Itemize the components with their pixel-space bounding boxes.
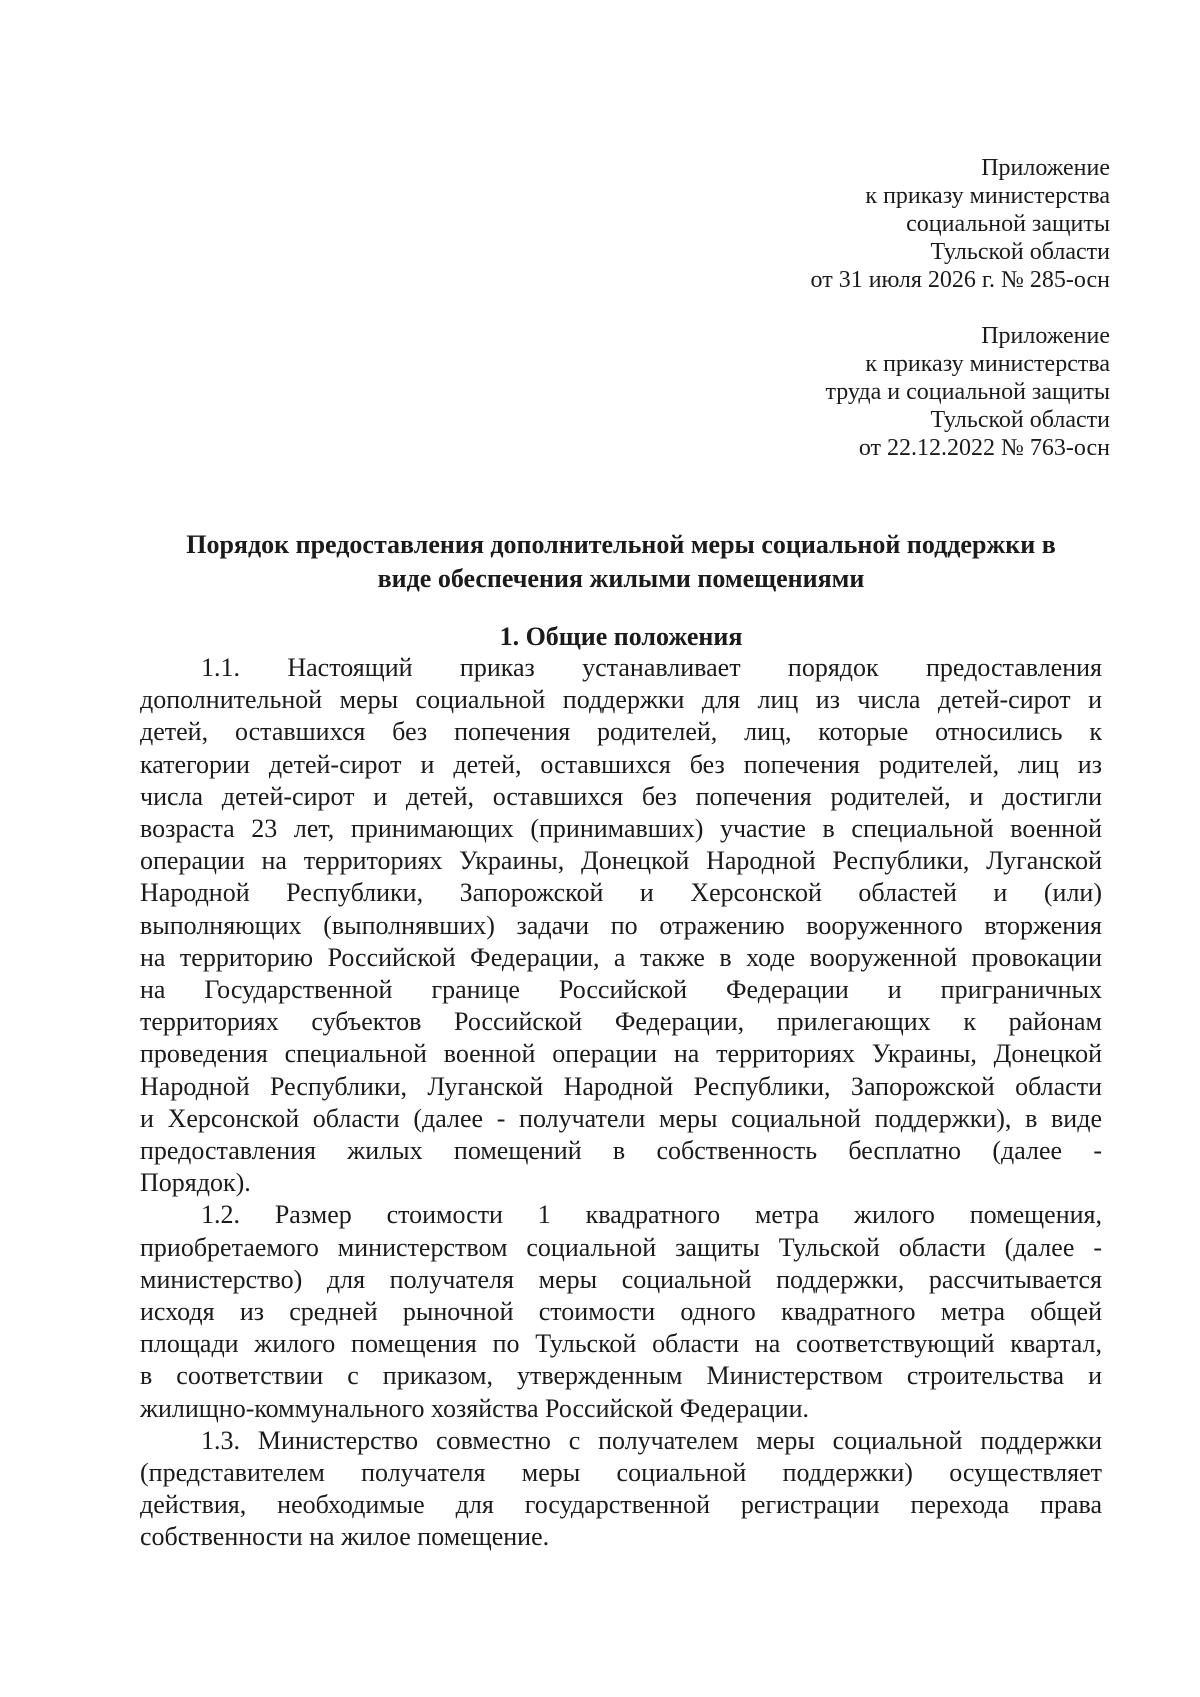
paragraph-line: территориях субъектов Российской Федерации, прилегающих к районам xyxy=(140,1007,1102,1037)
paragraph-line: детей, оставшихся без попечения родителей, лиц, которые относились к xyxy=(140,717,1102,747)
document-title-line: виде обеспечения жилыми помещениями xyxy=(377,564,865,593)
paragraph-line: и Херсонской области (далее - получатели меры социальной поддержки), в виде xyxy=(140,1103,1102,1133)
paragraph-line: Народной Республики, Запорожской и Херсонской областей и (или) xyxy=(140,878,1102,908)
appendix-block-current xyxy=(811,154,1110,294)
paragraph-line: 1.1. Настоящий приказ устанавливает порядок предоставления xyxy=(201,653,1102,682)
paragraph-line: площади жилого помещения по Тульской области на соответствующий квартал, xyxy=(140,1329,1102,1359)
document-title xyxy=(140,528,1102,596)
paragraph-line: предоставления жилых помещений в собственность бесплатно (далее - xyxy=(140,1136,1102,1166)
appendix-date-line: от 31 июля 2026 г. № 285-осн xyxy=(810,267,1110,293)
paragraph-1-2 xyxy=(140,1199,1102,1424)
appendix-line: к приказу министерства xyxy=(865,351,1110,377)
paragraph-line: дополнительной меры социальной поддержки для лиц из числа детей-сирот и xyxy=(140,685,1102,715)
paragraph-line: приобретаемого министерством социальной защиты Тульской области (далее - xyxy=(140,1232,1102,1262)
paragraph-line: (представителем получателя меры социальной поддержки) осуществляет xyxy=(140,1458,1102,1488)
paragraph-line: категории детей-сирот и детей, оставшихся без попечения родителей, лиц из xyxy=(140,749,1102,779)
section-heading: 1. Общие положения xyxy=(499,622,743,651)
appendix-line: Тульской области xyxy=(930,407,1110,433)
paragraph-line: выполняющих (выполнявших) задачи по отражению вооруженного вторжения xyxy=(140,910,1102,940)
paragraph-1-1 xyxy=(140,652,1102,1199)
paragraph-line: министерство) для получателя меры социальной поддержки, рассчитывается xyxy=(140,1264,1102,1294)
paragraph-line: жилищно-коммунального хозяйства Российской Федерации. xyxy=(140,1393,809,1423)
paragraph-line: числа детей-сирот и детей, оставшихся без попечения родителей, и достигли xyxy=(140,781,1102,811)
appendix-line: Приложение xyxy=(981,155,1110,181)
appendix-line: Приложение xyxy=(981,323,1110,349)
paragraph-line: действия, необходимые для государственной регистрации перехода права xyxy=(140,1490,1102,1520)
paragraph-line: на территорию Российской Федерации, а также в ходе вооруженной провокации xyxy=(140,942,1102,972)
document-body xyxy=(140,652,1102,1554)
appendix-line: труда и социальной защиты xyxy=(825,379,1110,405)
paragraph-line: исходя из средней рыночной стоимости одного квадратного метра общей xyxy=(140,1297,1102,1327)
paragraph-line: на Государственной границе Российской Федерации и приграничных xyxy=(140,975,1102,1005)
appendix-line: Тульской области xyxy=(930,239,1110,265)
appendix-block-previous xyxy=(825,322,1110,462)
paragraph-1-3 xyxy=(140,1425,1102,1554)
appendix-line: к приказу министерства xyxy=(865,183,1110,209)
paragraph-line: 1.2. Размер стоимости 1 квадратного метра жилого помещения, xyxy=(201,1200,1102,1230)
paragraph-line: операции на территориях Украины, Донецкой Народной Республики, Луганской xyxy=(140,846,1102,876)
paragraph-line: проведения специальной военной операции на территориях Украины, Донецкой xyxy=(140,1039,1102,1069)
appendix-date-line: от 22.12.2022 № 763-осн xyxy=(858,435,1110,461)
appendix-line: социальной защиты xyxy=(906,211,1110,237)
paragraph-line: Народной Республики, Луганской Народной Республики, Запорожской области xyxy=(140,1071,1102,1101)
paragraph-line: возраста 23 лет, принимающих (принимавших) участие в специальной военной xyxy=(140,814,1102,844)
paragraph-line: 1.3. Министерство совместно с получателем меры социальной поддержки xyxy=(201,1425,1102,1455)
paragraph-line: в соответствии с приказом, утвержденным Министерством строительства и xyxy=(140,1361,1102,1391)
paragraph-line: Порядок). xyxy=(140,1168,251,1198)
document-title-line: Порядок предоставления дополнительной меры социальной поддержки в xyxy=(186,530,1056,559)
paragraph-line: собственности на жилое помещение. xyxy=(140,1522,550,1552)
